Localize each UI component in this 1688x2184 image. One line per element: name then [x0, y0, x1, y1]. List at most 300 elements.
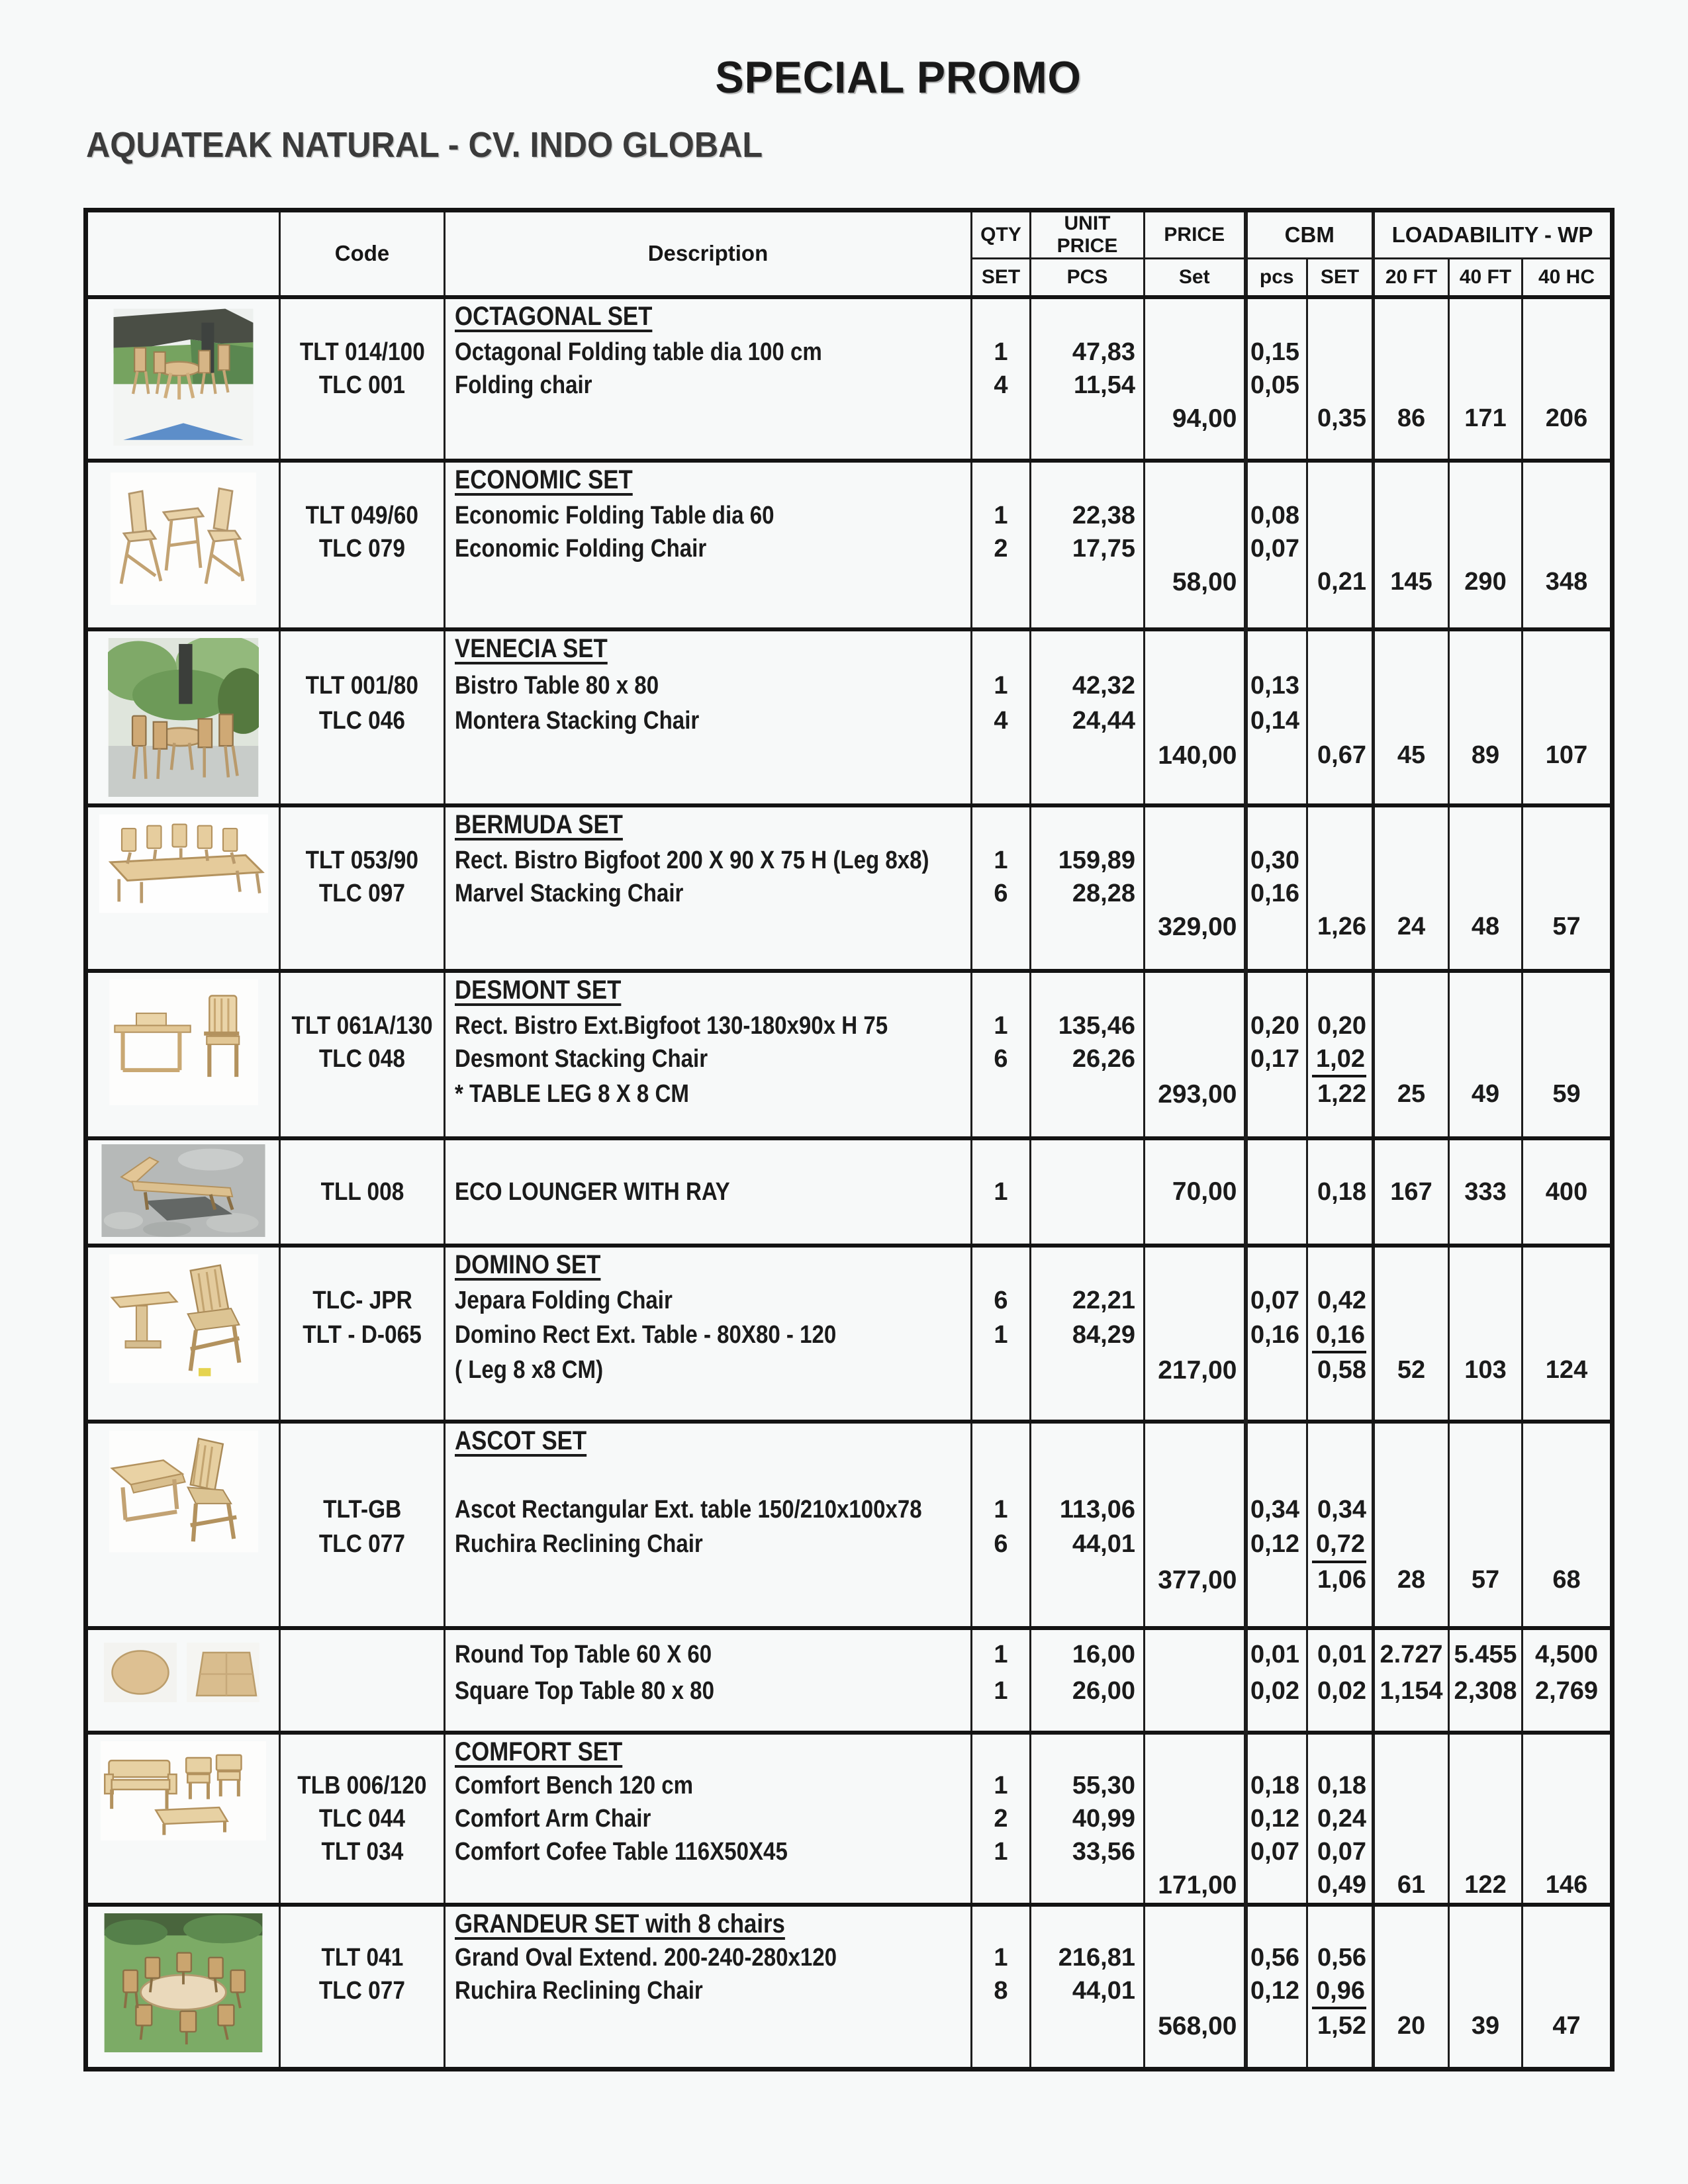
cell [1246, 1114, 1307, 1138]
cell [1145, 369, 1246, 402]
cell [445, 2046, 972, 2069]
cell [1031, 946, 1145, 971]
domino-set-photo [86, 1246, 280, 1422]
cbm-pcs-cell: 0,01 [1246, 1628, 1307, 1674]
group-grandeur-set [86, 1905, 1613, 2070]
desc-cell: Folding chair [445, 369, 972, 402]
eco-lounger-photo [86, 1138, 280, 1246]
cell [1145, 1974, 1246, 2010]
company-subtitle: AQUATEAK NATURAL - CV. INDO GLOBAL [86, 125, 763, 165]
cell [972, 971, 1031, 1009]
table-header [86, 210, 1613, 297]
cell [1145, 1042, 1246, 1078]
cell [1374, 669, 1449, 704]
cell [1449, 602, 1523, 629]
price-set-cell: 171,00 [1145, 1868, 1246, 1905]
col-cbm-set: SET [1307, 259, 1374, 297]
set-title-cell: COMFORT SET [445, 1733, 972, 1769]
set-title-cell: ASCOT SET [445, 1422, 972, 1460]
cell [1374, 2046, 1449, 2069]
cell [280, 1460, 445, 1493]
cell [280, 565, 445, 602]
cell [445, 1460, 972, 1493]
cbm-pcs-cell: 0,15 [1246, 336, 1307, 369]
load-40ft-cell: 48 [1449, 910, 1523, 946]
cell [1246, 1905, 1307, 1941]
economic-set-image [111, 469, 256, 608]
unit-price-cell: 113,06 [1031, 1493, 1145, 1527]
cell [280, 776, 445, 805]
qty-cell: 6 [972, 1042, 1031, 1078]
qty-cell: 1 [972, 1941, 1031, 1974]
cell [1374, 971, 1449, 1009]
desc-cell: Marvel Stacking Chair [445, 877, 972, 910]
load-40hc-cell: 107 [1523, 739, 1613, 776]
cell [1307, 1905, 1374, 1941]
cell [1523, 297, 1613, 336]
cbm-set-cell: 0,20 [1307, 1009, 1374, 1042]
cell [1246, 437, 1307, 461]
bermuda-set-photo [86, 805, 280, 971]
cell [1374, 805, 1449, 844]
code-cell: TLC 077 [280, 1974, 445, 2010]
venecia-set-image [108, 638, 259, 797]
cell [1374, 1460, 1449, 1493]
cell [1449, 776, 1523, 805]
cell [280, 971, 445, 1009]
set-title-cell: VENECIA SET [445, 629, 972, 669]
cbm-set-cell: 0,34 [1307, 1493, 1374, 1527]
cell [1145, 1527, 1246, 1563]
cell [1374, 1422, 1449, 1460]
group-domino-set [86, 1246, 1613, 1422]
cell [972, 565, 1031, 602]
qty-cell: 1 [972, 1318, 1031, 1354]
cell [280, 2009, 445, 2046]
cell [1449, 437, 1523, 461]
col-code: Code [280, 210, 445, 297]
cbm-set-cell: 0,24 [1307, 1802, 1374, 1835]
cell [1449, 1042, 1523, 1078]
cell [1449, 1527, 1523, 1563]
cell [1449, 1802, 1523, 1835]
cell [972, 1563, 1031, 1602]
set-title-cell: DOMINO SET [445, 1246, 972, 1284]
cell [972, 2046, 1031, 2069]
cell [1307, 1460, 1374, 1493]
load-40ft-cell: 122 [1449, 1868, 1523, 1905]
cell [445, 1114, 972, 1138]
cell [1031, 402, 1145, 437]
cell [1145, 1835, 1246, 1868]
cell [280, 1674, 445, 1709]
cell [972, 629, 1031, 669]
qty-cell: 1 [972, 844, 1031, 877]
cell [1145, 1602, 1246, 1628]
cell [1145, 1318, 1246, 1354]
cell [1246, 602, 1307, 629]
load-40hc-cell: 400 [1523, 1138, 1613, 1246]
cell [1374, 1733, 1449, 1769]
desc-cell: Domino Rect Ext. Table - 80X80 - 120 [445, 1318, 972, 1354]
cell [280, 297, 445, 336]
unit-price-cell: 55,30 [1031, 1769, 1145, 1802]
cell [445, 402, 972, 437]
cell [1246, 1868, 1307, 1905]
cell [1307, 844, 1374, 877]
price-set-cell: 58,00 [1145, 565, 1246, 602]
cbm-pcs-cell: 0,56 [1246, 1941, 1307, 1974]
cell [1523, 877, 1613, 910]
cell [1307, 1733, 1374, 1769]
unit-price-cell: 33,56 [1031, 1835, 1145, 1868]
qty-cell: 1 [972, 669, 1031, 704]
cell [972, 739, 1031, 776]
cbm-pcs-cell: 0,02 [1246, 1674, 1307, 1709]
cell [1307, 437, 1374, 461]
page-title: SPECIAL PROMO [715, 52, 1082, 103]
cell [1449, 805, 1523, 844]
cell [1307, 602, 1374, 629]
cell [972, 1733, 1031, 1769]
cbm-pcs-cell: 0,05 [1246, 369, 1307, 402]
cell [280, 1628, 445, 1674]
cell [1145, 1246, 1246, 1284]
qty-cell: 1 [972, 1769, 1031, 1802]
cbm-set-sum-cell: 0,16 [1307, 1318, 1374, 1354]
qty-cell: 6 [972, 1284, 1031, 1318]
load-40hc-cell: 59 [1523, 1077, 1613, 1114]
desc-cell: Economic Folding Table dia 60 [445, 499, 972, 532]
group-desmont-set [86, 971, 1613, 1139]
cbm-pcs-cell: 0,34 [1246, 1493, 1307, 1527]
cell [1523, 704, 1613, 739]
cell [1449, 1493, 1523, 1527]
cell [1145, 946, 1246, 971]
cell [1246, 739, 1307, 776]
cell [1246, 971, 1307, 1009]
qty-cell: 2 [972, 532, 1031, 565]
cbm-pcs-cell: 0,18 [1246, 1769, 1307, 1802]
code-cell: TLT 061A/130 [280, 1009, 445, 1042]
grandeur-set-image [104, 1913, 263, 2052]
cell [972, 1868, 1031, 1905]
cbm-pcs-cell: 0,16 [1246, 877, 1307, 910]
cell [1145, 499, 1246, 532]
cell [1449, 1709, 1523, 1733]
unit-price-cell: 135,46 [1031, 1009, 1145, 1042]
cell [280, 1422, 445, 1460]
cell [1307, 461, 1374, 499]
cell [1031, 776, 1145, 805]
cell [1031, 297, 1145, 336]
cell [1523, 1769, 1613, 1802]
qty-cell: 2 [972, 1802, 1031, 1835]
cell [1145, 336, 1246, 369]
cell [1523, 629, 1613, 669]
desc-cell: Desmont Stacking Chair [445, 1042, 972, 1078]
cell [1246, 1353, 1307, 1392]
cell [972, 1709, 1031, 1733]
cbm-set-cell: 0,18 [1307, 1769, 1374, 1802]
cell [1523, 1602, 1613, 1628]
cell [1374, 1493, 1449, 1527]
cbm-set-total-cell: 0,21 [1307, 565, 1374, 602]
cell [1145, 1422, 1246, 1460]
cell [972, 1246, 1031, 1284]
cell [280, 1246, 445, 1284]
load-20ft-cell: 167 [1374, 1138, 1449, 1246]
cell [1449, 2046, 1523, 2069]
cell [1031, 2046, 1145, 2069]
unit-price-cell: 26,26 [1031, 1042, 1145, 1078]
cell [1523, 1493, 1613, 1527]
cell [1145, 1284, 1246, 1318]
cell [1374, 776, 1449, 805]
cell [1374, 1709, 1449, 1733]
price-set-cell: 293,00 [1145, 1077, 1246, 1114]
cbm-set-total-cell: 0,67 [1307, 739, 1374, 776]
cbm-set-cell: 0,07 [1307, 1835, 1374, 1868]
unit-price-cell: 22,38 [1031, 499, 1145, 532]
domino-set-image [109, 1254, 258, 1383]
cell [1031, 629, 1145, 669]
group-venecia-set [86, 629, 1613, 805]
set-title-cell: GRANDEUR SET with 8 chairs [445, 1905, 972, 1941]
cell [1031, 1602, 1145, 1628]
load-20ft-cell: 86 [1374, 402, 1449, 437]
qty-cell: 1 [972, 336, 1031, 369]
qty-cell: 8 [972, 1974, 1031, 2010]
cell [1031, 1353, 1145, 1392]
image-column-header [86, 210, 280, 297]
cell [972, 2009, 1031, 2046]
unit-price-cell: 42,32 [1031, 669, 1145, 704]
load-40hc-cell: 206 [1523, 402, 1613, 437]
cell [1246, 2009, 1307, 2046]
code-cell: TLT 034 [280, 1835, 445, 1868]
code-cell: TLC 046 [280, 704, 445, 739]
cell [1449, 1422, 1523, 1460]
cell [972, 1077, 1031, 1114]
cell [1523, 776, 1613, 805]
cell [1523, 1709, 1613, 1733]
cell [1307, 532, 1374, 565]
load-40ft-cell: 57 [1449, 1563, 1523, 1602]
cell [1449, 1769, 1523, 1802]
cell [1523, 1422, 1613, 1460]
load-20ft-cell: 45 [1374, 739, 1449, 776]
cell [1449, 1392, 1523, 1422]
cell [1374, 369, 1449, 402]
cell [1374, 704, 1449, 739]
load-40ft-cell: 171 [1449, 402, 1523, 437]
load-40ft-cell: 2,308 [1449, 1674, 1523, 1709]
cell [1449, 971, 1523, 1009]
cell [1145, 704, 1246, 739]
cell [445, 1602, 972, 1628]
cell [280, 1868, 445, 1905]
cbm-set-cell: 0,01 [1307, 1628, 1374, 1674]
cbm-pcs-cell: 0,12 [1246, 1527, 1307, 1563]
grandeur-set-photo [86, 1905, 280, 2070]
cell [280, 1563, 445, 1602]
load-40hc-cell: 4,500 [1523, 1628, 1613, 1674]
load-40hc-cell: 124 [1523, 1353, 1613, 1392]
cell [1374, 946, 1449, 971]
unit-price-cell: 47,83 [1031, 336, 1145, 369]
code-cell: TLT-GB [280, 1493, 445, 1527]
cell [445, 910, 972, 946]
cell [1145, 1674, 1246, 1709]
cell [972, 1353, 1031, 1392]
cell [1449, 1009, 1523, 1042]
desc-cell: Comfort Bench 120 cm [445, 1769, 972, 1802]
cell [1307, 669, 1374, 704]
cell [1031, 602, 1145, 629]
cell [280, 1392, 445, 1422]
unit-price-cell: 17,75 [1031, 532, 1145, 565]
cell [1031, 1392, 1145, 1422]
cell [1374, 1246, 1449, 1284]
cell [1246, 297, 1307, 336]
col-qty: QTY [972, 210, 1031, 259]
cell [1449, 844, 1523, 877]
qty-cell: 1 [972, 499, 1031, 532]
cell [1031, 1709, 1145, 1733]
cell [1145, 1493, 1246, 1527]
cell [1374, 437, 1449, 461]
cell [1246, 402, 1307, 437]
cell [1523, 437, 1613, 461]
cell [1145, 1114, 1246, 1138]
cell [1523, 602, 1613, 629]
price-set-cell: 568,00 [1145, 2009, 1246, 2046]
set-title-cell: OCTAGONAL SET [445, 297, 972, 336]
code-cell: TLT 001/80 [280, 669, 445, 704]
col-price: PRICE [1145, 210, 1246, 259]
cell [1031, 461, 1145, 499]
cell [1031, 1422, 1145, 1460]
cell [1523, 946, 1613, 971]
cell [1523, 499, 1613, 532]
cell [1246, 1392, 1307, 1422]
cell [1031, 565, 1145, 602]
venecia-set-photo [86, 629, 280, 805]
cbm-pcs-cell: 0,07 [1246, 1284, 1307, 1318]
cell [1145, 1392, 1246, 1422]
cell [1374, 1042, 1449, 1078]
desc-cell: Ruchira Reclining Chair [445, 1974, 972, 2010]
comfort-set-image [101, 1741, 266, 1841]
cell [1374, 1974, 1449, 2010]
cell [1449, 1941, 1523, 1974]
cell [280, 629, 445, 669]
cell [1449, 1460, 1523, 1493]
cell [1307, 1709, 1374, 1733]
desmont-set-image [109, 979, 258, 1105]
cell [1031, 2009, 1145, 2046]
qty-cell: 4 [972, 704, 1031, 739]
cell [1449, 1835, 1523, 1868]
col-cbm-pcs: pcs [1246, 259, 1307, 297]
cell [445, 1563, 972, 1602]
qty-cell: 1 [972, 1835, 1031, 1868]
col-qty-set: SET [972, 259, 1031, 297]
load-40ft-cell: 290 [1449, 565, 1523, 602]
cell [972, 946, 1031, 971]
code-cell: TLL 008 [280, 1138, 445, 1246]
desc-cell: Rect. Bistro Bigfoot 200 X 90 X 75 H (Leg 8x8) [445, 844, 972, 877]
code-cell: TLC 097 [280, 877, 445, 910]
load-40hc-cell: 146 [1523, 1868, 1613, 1905]
cbm-pcs-cell: 0,12 [1246, 1802, 1307, 1835]
cell [1523, 1460, 1613, 1493]
cell [1374, 297, 1449, 336]
ascot-set-image [109, 1430, 258, 1553]
cbm-set-cell: 0,42 [1307, 1284, 1374, 1318]
unit-price-cell: 40,99 [1031, 1802, 1145, 1835]
load-40ft-cell: 333 [1449, 1138, 1523, 1246]
price-set-cell: 217,00 [1145, 1353, 1246, 1392]
cell [1246, 565, 1307, 602]
cell [1523, 369, 1613, 402]
cell [1246, 1138, 1307, 1246]
cell [1145, 776, 1246, 805]
load-40hc-cell: 348 [1523, 565, 1613, 602]
cell [1374, 1009, 1449, 1042]
load-40ft-cell: 5.455 [1449, 1628, 1523, 1674]
cell [1374, 1835, 1449, 1868]
cbm-pcs-cell: 0,16 [1246, 1318, 1307, 1354]
unit-price-cell: 216,81 [1031, 1941, 1145, 1974]
cell [1145, 1769, 1246, 1802]
cbm-set-cell: 0,18 [1307, 1138, 1374, 1246]
cell [1145, 532, 1246, 565]
cell [972, 805, 1031, 844]
load-20ft-cell: 145 [1374, 565, 1449, 602]
cbm-pcs-cell: 0,17 [1246, 1042, 1307, 1078]
group-table-tops [86, 1628, 1613, 1733]
cell [1246, 461, 1307, 499]
qty-cell: 4 [972, 369, 1031, 402]
cell [1031, 1138, 1145, 1246]
cell [1145, 297, 1246, 336]
load-40ft-cell: 89 [1449, 739, 1523, 776]
load-40hc-cell: 57 [1523, 910, 1613, 946]
cell [1449, 532, 1523, 565]
cell [1145, 2046, 1246, 2069]
cell [280, 1114, 445, 1138]
load-20ft-cell: 61 [1374, 1868, 1449, 1905]
cell [1523, 669, 1613, 704]
desc-cell: Ruchira Reclining Chair [445, 1527, 972, 1563]
cell [1523, 1246, 1613, 1284]
load-40hc-cell: 47 [1523, 2009, 1613, 2046]
qty-cell: 1 [972, 1493, 1031, 1527]
cell [1523, 1284, 1613, 1318]
price-set-cell: 377,00 [1145, 1563, 1246, 1602]
unit-price-cell: 26,00 [1031, 1674, 1145, 1709]
cell [1145, 1628, 1246, 1674]
cell [1031, 1246, 1145, 1284]
code-cell: TLC 048 [280, 1042, 445, 1078]
cell [1374, 1284, 1449, 1318]
cell [1374, 1941, 1449, 1974]
cell [1145, 1905, 1246, 1941]
cbm-set-sum-cell: 1,02 [1307, 1042, 1374, 1078]
cell [1523, 532, 1613, 565]
